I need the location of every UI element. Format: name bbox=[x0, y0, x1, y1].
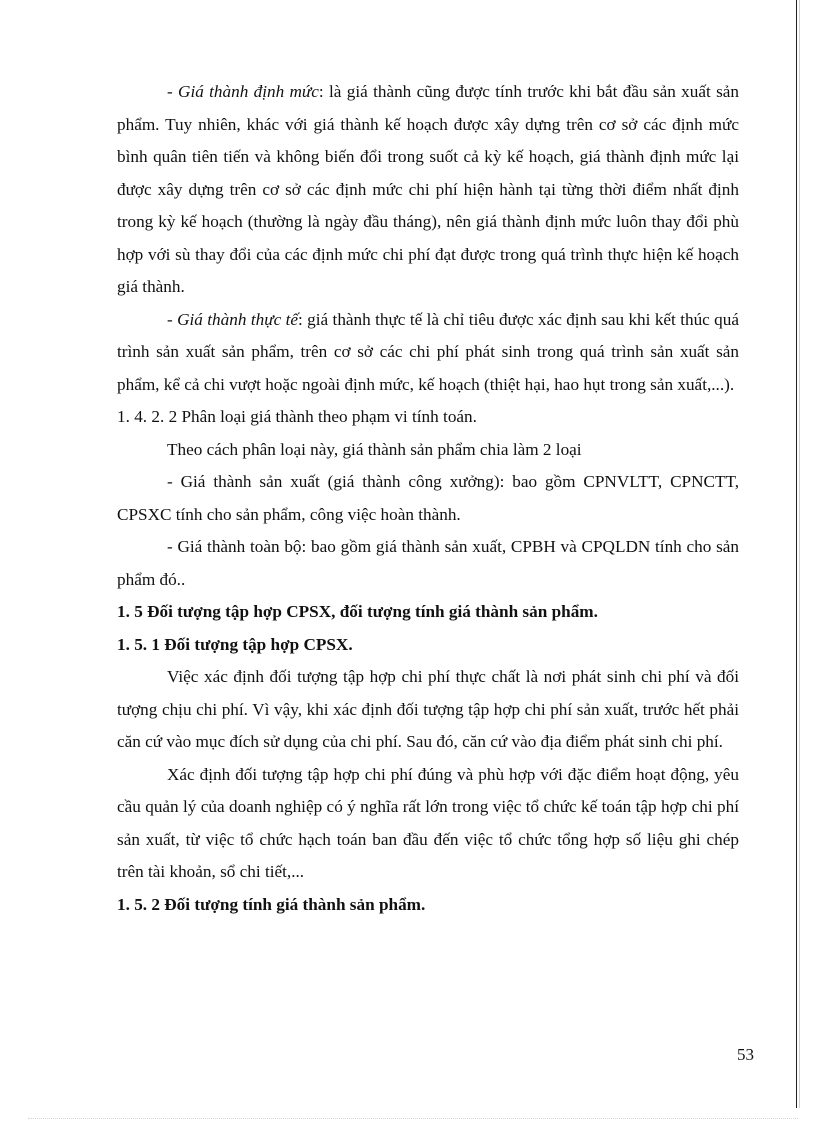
paragraph-dinh-muc bbox=[117, 76, 739, 304]
paragraph-dinh-muc-text: : là giá thành cũng được tính trước khi bắt đầu sản xuất sản phẩm. Tuy nhiên, khác với giá thành kế hoạch được xây dựng trên cơ sở các định mức bình quân tiên tiến và không biến đổi trong suốt cả kỳ kế hoạch, giá thành định mức lại được xây dựng trên cơ sở các định mức chi phí hiện hành tại từng thời điểm nhất định trong kỳ kế hoạch (thường là ngày đầu tháng), nên giá thành định mức luôn thay đổi phù hợp với sù thay đổi của các định mức chi phí đạt được trong quá trình thực hiện kế hoạch giá thành. bbox=[117, 82, 739, 296]
paragraph-thuc-te bbox=[117, 304, 739, 402]
right-border-shadow bbox=[799, 0, 800, 1108]
paragraph-xac-dinh-doi-tuong: Việc xác định đối tượng tập hợp chi phí thực chất là nơi phát sinh chi phí và đối tượng chịu chi phí. Vì vậy, khi xác định đối tượng tập hợp chi phí sản xuất, trước hết phải căn cứ vào mục đích sử dụng của chi phí. Sau đó, căn cứ vào địa điểm phát sinh chi phí. bbox=[117, 667, 739, 751]
bottom-dotted-line bbox=[28, 1118, 798, 1119]
section-heading-1-5-2: 1. 5. 2 Đối tượng tính giá thành sản phẩm. bbox=[117, 894, 426, 914]
paragraph-xac-dinh-dung: Xác định đối tượng tập hợp chi phí đúng và phù hợp với đặc điểm hoạt động, yêu cầu quản lý của doanh nghiệp có ý nghĩa rất lớn trong việc tổ chức kế toán tập hợp chi phí sản xuất, từ việc tổ chức hạch toán ban đầu đến việc tổ chức tổng hợp số liệu ghi chép trên tài khoản, sổ chi tiết,... bbox=[117, 764, 739, 881]
page-number: 53 bbox=[737, 1045, 754, 1064]
paragraph-cach-phan-loai: Theo cách phân loại này, giá thành sản phẩm chia làm 2 loại bbox=[167, 439, 582, 459]
paragraph-thuc-te-text: : giá thành thực tế là chỉ tiêu được xác định sau khi kết thúc quá trình sản xuất sản phẩm, trên cơ sở các chi phí phát sinh trong quá trình sản xuất sản phẩm, kể cả chi vượt hoặc ngoài định mức, kế hoạch (thiệt hại, hao hụt trong sản xuất,...). bbox=[117, 309, 739, 394]
section-heading-1-5-1: 1. 5. 1 Đối tượng tập hợp CPSX. bbox=[117, 634, 353, 654]
subheading-phan-loai: 1. 4. 2. 2 Phân loại giá thành theo phạm vi tính toán. bbox=[117, 407, 477, 426]
page-body bbox=[117, 76, 739, 921]
term-gia-thanh-dinh-muc: - Giá thành định mức bbox=[167, 82, 319, 101]
term-gia-thanh-thuc-te: - Giá thành thực tế bbox=[167, 309, 298, 329]
paragraph-gia-thanh-san-xuat: - Giá thành sản xuất (giá thành công xưởng): bao gồm CPNVLTT, CPNCTT, CPSXC tính cho sản phẩm, công việc hoàn thành. bbox=[117, 472, 739, 524]
paragraph-gia-thanh-toan-bo: - Giá thành toàn bộ: bao gồm giá thành sản xuất, CPBH và CPQLDN tính cho sản phẩm đó.. bbox=[117, 537, 739, 589]
right-border-line bbox=[796, 0, 797, 1108]
section-heading-1-5: 1. 5 Đối tượng tập hợp CPSX, đối tượng tính giá thành sản phẩm. bbox=[117, 602, 598, 621]
